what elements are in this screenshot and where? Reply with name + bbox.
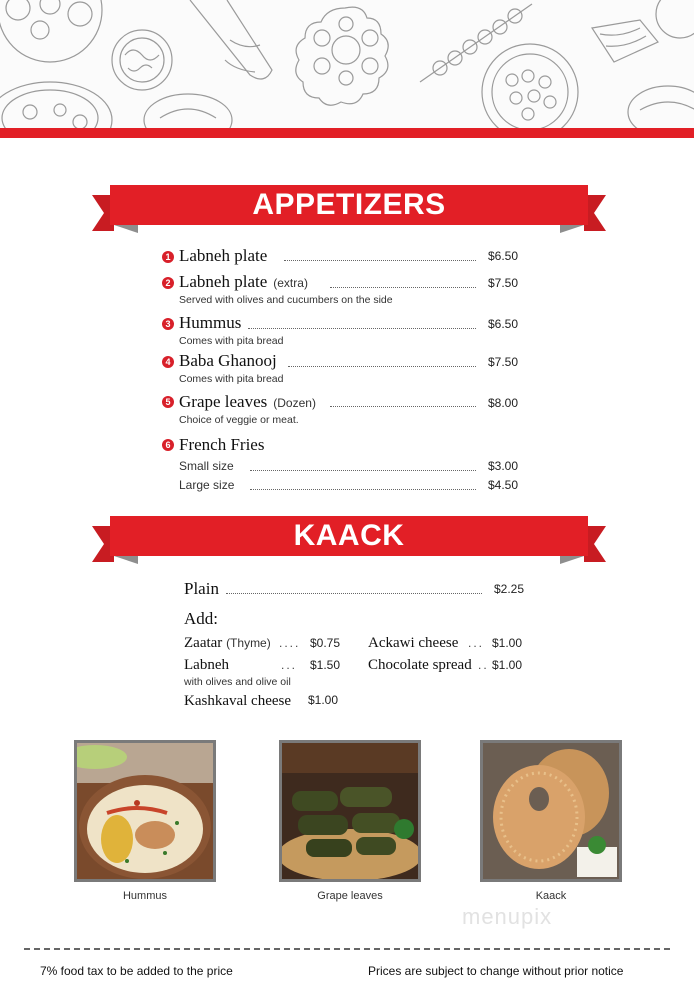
kaack-photo bbox=[480, 740, 622, 882]
kaack-plain-name: Plain bbox=[184, 579, 219, 598]
dot-leader bbox=[250, 470, 476, 471]
watermark: menupix bbox=[462, 904, 553, 929]
item-note: Served with olives and cucumbers on the side bbox=[179, 294, 393, 306]
item-price: $7.50 bbox=[487, 355, 518, 369]
photo-caption: Grape leaves bbox=[317, 890, 383, 902]
kaack-title: KAACK bbox=[293, 519, 405, 552]
header-food-sketches bbox=[0, 0, 694, 128]
item-name-grape-leaves: Grape leaves (Dozen) bbox=[179, 392, 316, 411]
item-price: $8.00 bbox=[487, 396, 518, 410]
appetizers-title: APPETIZERS bbox=[252, 188, 446, 221]
price-change-note: Prices are subject to change without prior notice bbox=[368, 964, 624, 978]
dot-leader bbox=[248, 328, 476, 329]
kaack-ribbon bbox=[92, 516, 606, 564]
header-red-bar bbox=[0, 128, 694, 138]
addon-price: $1.00 bbox=[308, 693, 339, 707]
dot-leader bbox=[226, 593, 482, 594]
item-name-labneh-plate-extra: Labneh plate (extra) bbox=[179, 272, 308, 291]
photo-caption: Hummus bbox=[122, 890, 167, 902]
dot-leader: .... bbox=[279, 636, 301, 650]
item-name-hummus: Hummus bbox=[179, 313, 242, 332]
item-name-labneh-plate: Labneh plate bbox=[179, 246, 268, 265]
dot-leader: ... bbox=[468, 636, 485, 650]
grape-leaves-photo bbox=[279, 740, 421, 882]
addon-labneh: Labneh bbox=[184, 657, 229, 673]
item-number-badge: 2 bbox=[162, 277, 174, 289]
addon-price: $1.50 bbox=[310, 658, 341, 672]
kaack-plain-price: $2.25 bbox=[493, 582, 524, 596]
fries-size-label: Large size bbox=[179, 478, 235, 492]
photo-caption: Kaack bbox=[535, 890, 567, 902]
item-price: $7.50 bbox=[487, 276, 518, 290]
item-note: Choice of veggie or meat. bbox=[179, 414, 299, 426]
dot-leader: .. bbox=[478, 658, 489, 672]
item-number-badge: 1 bbox=[162, 251, 174, 263]
addon-price: $1.00 bbox=[492, 636, 523, 650]
item-note: Comes with pita bread bbox=[179, 335, 284, 347]
item-price: $6.50 bbox=[487, 317, 518, 331]
item-number-badge: 4 bbox=[162, 356, 174, 368]
item-note: Comes with pita bread bbox=[179, 373, 284, 385]
dot-leader: ... bbox=[281, 658, 298, 672]
item-price: $3.00 bbox=[487, 459, 518, 473]
item-number-badge: 6 bbox=[162, 439, 174, 451]
item-price: $6.50 bbox=[487, 249, 518, 263]
dot-leader bbox=[288, 366, 476, 367]
item-price: $4.50 bbox=[487, 478, 518, 492]
addon-price: $1.00 bbox=[492, 658, 523, 672]
item-number-badge: 5 bbox=[162, 396, 174, 408]
footer-divider bbox=[24, 948, 670, 950]
dot-leader bbox=[330, 406, 476, 407]
addon-note: with olives and olive oil bbox=[184, 676, 291, 688]
addon-price: $0.75 bbox=[310, 636, 341, 650]
addon-zaatar: Zaatar (Thyme) bbox=[184, 635, 271, 651]
addon-kashkaval-cheese: Kashkaval cheese bbox=[184, 693, 292, 709]
addon-chocolate-spread: Chocolate spread bbox=[368, 657, 472, 673]
dot-leader bbox=[330, 287, 476, 288]
dot-leader bbox=[250, 489, 476, 490]
item-name-baba-ghanooj: Baba Ghanooj bbox=[179, 351, 277, 370]
dot-leader bbox=[284, 260, 476, 261]
fries-size-label: Small size bbox=[179, 459, 234, 473]
item-number-badge: 3 bbox=[162, 318, 174, 330]
kaack-add-label: Add: bbox=[184, 609, 218, 628]
tax-note: 7% food tax to be added to the price bbox=[40, 964, 233, 978]
hummus-photo bbox=[74, 740, 216, 882]
addon-ackawi-cheese: Ackawi cheese bbox=[368, 635, 459, 651]
appetizers-ribbon bbox=[92, 185, 606, 233]
item-name-french-fries: French Fries bbox=[179, 435, 265, 454]
